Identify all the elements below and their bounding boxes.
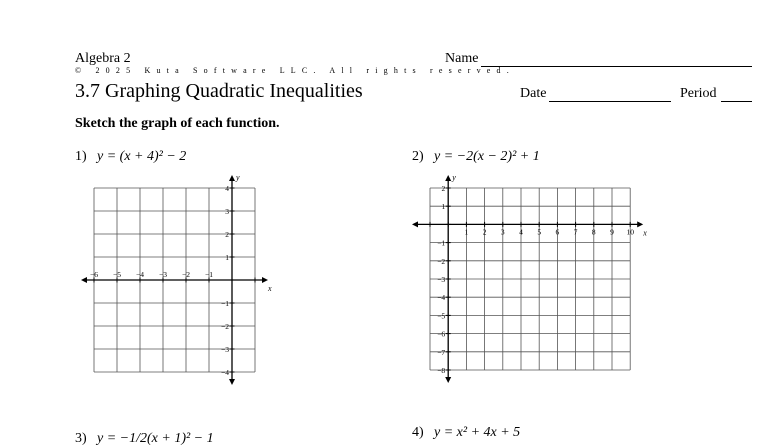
y-tick-label: −3 [221,345,229,354]
axis-arrow-icon [637,221,643,227]
problem-3-number: 3) [75,431,87,446]
y-tick-label: 1 [441,202,446,212]
x-tick-label: −1 [205,270,213,279]
x-tick-label: −6 [90,270,98,279]
problem-2-number: 2) [412,149,424,164]
x-axis-label: x [268,284,272,293]
x-tick-label: 3 [500,227,505,237]
problem-3-equation: y = −1/2(x + 1)² − 1 [97,431,214,446]
x-tick-label: 6 [555,227,560,237]
x-tick-label: 10 [626,227,634,237]
worksheet-title: 3.7 Graphing Quadratic Inequalities [75,80,363,102]
x-tick-label: −3 [159,270,167,279]
axis-arrow-icon [229,175,235,181]
name-label: Name [445,51,479,66]
x-tick-label: −4 [136,270,144,279]
axis-arrow-icon [229,379,235,385]
copyright-notice: © 2025 Kuta Software LLC. All rights reserved. [75,66,515,75]
x-tick-label: 5 [537,227,542,237]
y-tick-label: −2 [437,256,446,266]
graph-1[interactable] [80,175,275,380]
axis-arrow-icon [412,221,418,227]
y-tick-label: 3 [225,207,229,216]
x-tick-label: −2 [182,270,190,279]
period-label: Period [680,86,717,101]
y-tick-label: −5 [437,311,446,321]
name-line[interactable] [481,66,752,67]
date-label: Date [520,86,547,101]
x-axis-label: x [643,228,647,238]
axis-arrow-icon [445,175,451,181]
y-axis-label: y [236,173,240,182]
y-tick-label: −6 [437,329,446,339]
x-tick-label: 7 [573,227,578,237]
x-tick-label: 2 [482,227,487,237]
problem-2-equation: y = −2(x − 2)² + 1 [434,149,540,164]
axis-arrow-icon [262,277,268,283]
y-tick-label: 1 [225,253,229,262]
y-tick-label: −7 [437,347,446,357]
graph-2[interactable] [412,173,647,380]
x-tick-label: 4 [519,227,523,237]
period-line[interactable] [721,101,752,102]
x-tick-label: 8 [591,227,596,237]
y-tick-label: −8 [437,366,446,375]
y-tick-label: −1 [437,238,446,248]
y-tick-label: 2 [225,230,229,239]
y-tick-label: −4 [221,368,229,377]
x-tick-label: 9 [610,227,614,237]
axis-arrow-icon [81,277,87,283]
instructions: Sketch the graph of each function. [75,116,280,131]
y-tick-label: −2 [221,322,229,331]
problem-1-equation: y = (x + 4)² − 2 [97,149,187,164]
date-line[interactable] [549,101,671,102]
x-tick-label: −5 [113,270,121,279]
y-tick-label: 2 [441,184,446,193]
course-name: Algebra 2 [75,51,131,66]
problem-4-number: 4) [412,425,424,440]
x-tick-label: 1 [464,227,469,237]
problem-4-equation: y = x² + 4x + 5 [434,425,521,440]
y-tick-label: 4 [225,184,229,193]
axis-arrow-icon [445,377,451,383]
y-tick-label: −4 [437,293,446,303]
y-axis-label: y [452,173,456,182]
y-tick-label: −1 [221,299,229,308]
y-tick-label: −3 [437,275,446,284]
problem-1-number: 1) [75,149,87,164]
